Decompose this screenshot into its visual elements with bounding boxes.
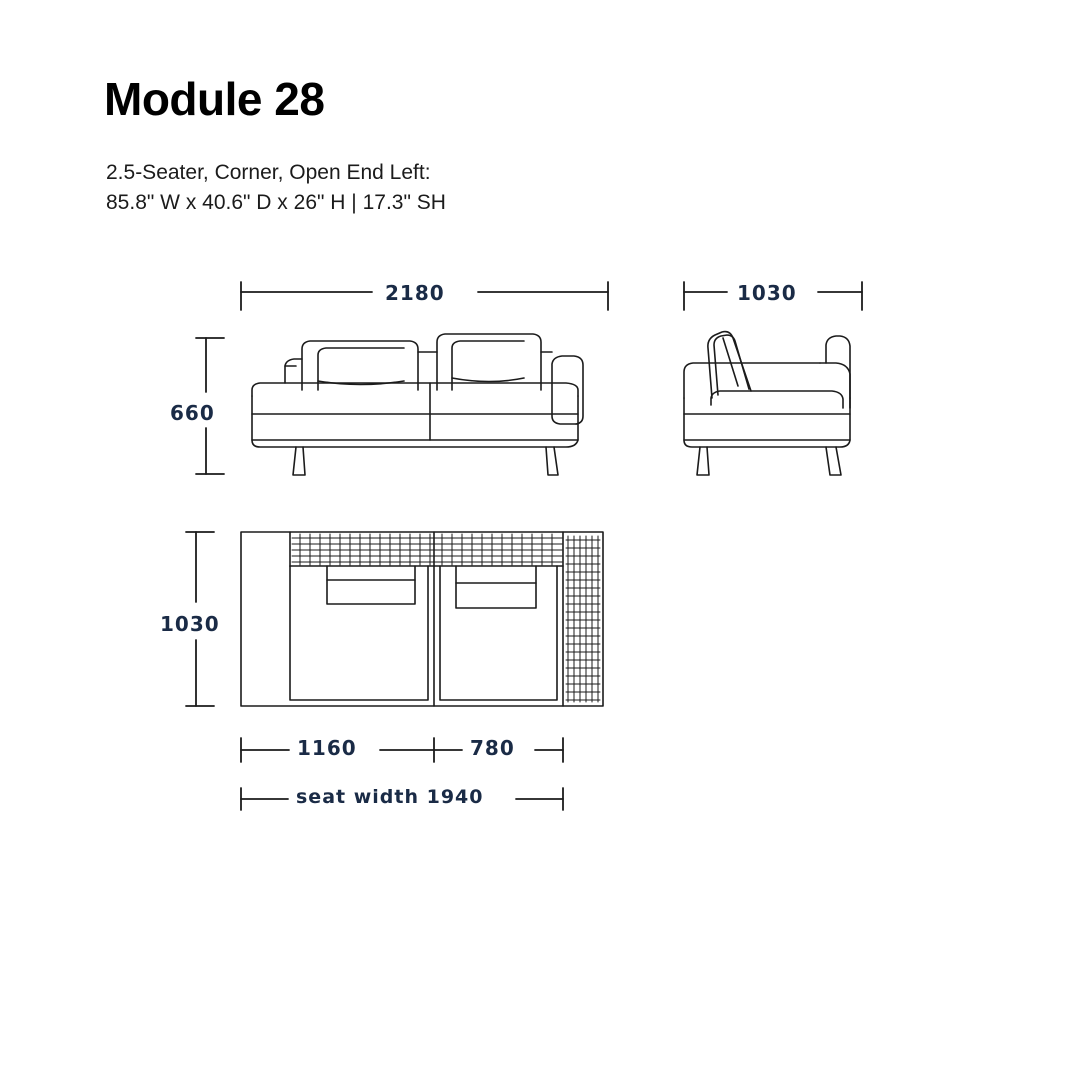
dimension-label-front-width: 2180	[385, 281, 445, 305]
dimension-label-plan-depth: 1030	[160, 612, 220, 636]
dimension-label-front-height: 660	[170, 401, 215, 425]
arm-hatch-right	[566, 536, 600, 702]
top-plan-view	[241, 532, 603, 706]
side-elevation-view	[684, 332, 850, 475]
product-description-line-1: 2.5-Seater, Corner, Open End Left:	[106, 161, 431, 184]
product-description-line-2: 85.8" W x 40.6" D x 26" H | 17.3" SH	[106, 191, 446, 214]
page-title: Module 28	[104, 73, 325, 125]
dimension-label-side-depth: 1030	[737, 281, 797, 305]
front-elevation-view	[252, 334, 583, 475]
back-hatch-top	[292, 534, 562, 565]
dimension-label-seat-left: 1160	[297, 736, 357, 760]
dimension-label-seat-right: 780	[470, 736, 515, 760]
dimension-label-seat-width: seat width 1940	[296, 786, 484, 808]
